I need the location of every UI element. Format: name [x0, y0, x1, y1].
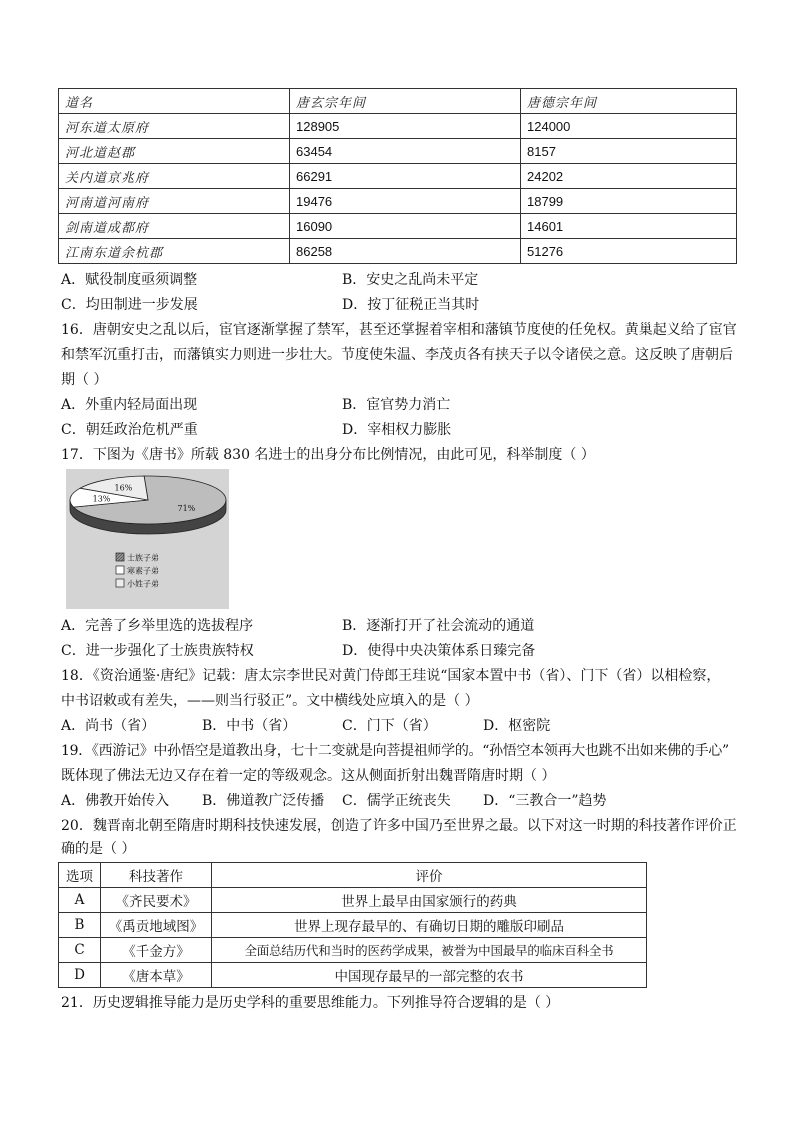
q18-option-b[interactable]: B．中书（省） [202, 718, 297, 734]
table-cell: 《齐民要术》 [101, 888, 212, 913]
q17-option-b[interactable]: B．逐渐打开了社会流动的通道 [342, 618, 535, 634]
table-cell: 世界上最早由国家颁行的药典 [212, 888, 647, 913]
table-row [59, 888, 647, 913]
table-row [59, 913, 647, 938]
table-cell: 河东道太原府 [59, 114, 290, 139]
table-cell: 63454 [290, 139, 521, 164]
table-cell: D [59, 963, 101, 988]
q16-option-b[interactable]: B．宦官势力消亡 [342, 397, 451, 413]
q18-option-d[interactable]: D．枢密院 [483, 718, 551, 734]
table-row [59, 139, 737, 164]
table-cell: 19476 [290, 189, 521, 214]
table-cell: 24202 [521, 164, 737, 189]
legend-label: 小姓子弟 [127, 579, 159, 589]
table-cell: 8157 [521, 139, 737, 164]
table-cell: 《千金方》 [101, 938, 212, 963]
q17-stem: 17．下图为《唐书》所载 830 名进士的出身分布比例情况，由此可见，科举制度（ ） [61, 447, 595, 463]
table-header: 唐德宗年间 [521, 89, 737, 114]
table-header: 选项 [59, 863, 101, 888]
q19-option-a[interactable]: A．佛教开始传入 [61, 793, 170, 809]
table-cell: B [59, 913, 101, 938]
q17-option-d[interactable]: D．使得中央决策体系日臻完备 [342, 643, 536, 659]
table-cell: 51276 [521, 239, 737, 264]
pie-chart [66, 469, 229, 609]
table-cell: 关内道京兆府 [59, 164, 290, 189]
table-cell: 18799 [521, 189, 737, 214]
table-cell: 剑南道成都府 [59, 214, 290, 239]
table-cell: 16090 [290, 214, 521, 239]
q18-option-a[interactable]: A．尚书（省） [61, 718, 156, 734]
table-row [59, 114, 737, 139]
q19-stem-line1: 19．《西游记》中孙悟空是道教出身，七十二变就是向菩提祖师学的。“孙悟空本领再大也跳不出如来佛的手心” [61, 743, 729, 759]
q19-option-c[interactable]: C．儒学正统丧失 [342, 793, 451, 809]
q16-stem-line3: 期（ ） [61, 372, 108, 388]
q20-stem-line2: 确的是（ ） [61, 841, 136, 857]
legend-swatch [116, 553, 124, 561]
table-cell: 128905 [290, 114, 521, 139]
table-cell: 14601 [521, 214, 737, 239]
table-cell: 江南东道余杭郡 [59, 239, 290, 264]
pie-slice-label: 13% [92, 494, 111, 504]
q15-option-c[interactable]: C．均田制进一步发展 [61, 297, 198, 313]
table-row [59, 189, 737, 214]
table-row [59, 938, 647, 963]
table-header: 唐玄宗年间 [290, 89, 521, 114]
table-cell: 河北道赵郡 [59, 139, 290, 164]
table-cell: 66291 [290, 164, 521, 189]
q18-option-c[interactable]: C．门下（省） [342, 718, 437, 734]
table-header: 科技著作 [101, 863, 212, 888]
q17-option-a[interactable]: A．完善了乡举里选的选拔程序 [61, 618, 254, 634]
legend-label: 寒素子弟 [127, 566, 159, 576]
chart-legend [116, 553, 159, 589]
table-cell: 中国现存最早的一部完整的农书 [212, 963, 647, 988]
pie-slice-label: 16% [114, 483, 133, 493]
table-cell: 全面总结历代和当时的医药学成果，被誉为中国最早的临床百科全书 [212, 938, 647, 963]
table-cell: A [59, 888, 101, 913]
table-cell: C [59, 938, 101, 963]
q18-stem-line2: 中书诏敕或有差失，——则当行驳正”。文中横线处应填入的是（ ） [61, 693, 479, 709]
pie-slice-label: 71% [177, 504, 196, 514]
legend-swatch [116, 579, 124, 587]
q21-stem: 21．历史逻辑推导能力是历史学科的重要思维能力。下列推导符合逻辑的是（ ） [61, 995, 560, 1011]
table-header-row [59, 89, 737, 114]
table-cell: 世界上现存最早的、有确切日期的雕版印刷品 [212, 913, 647, 938]
q15-table [58, 88, 737, 264]
q17-option-c[interactable]: C．进一步强化了士族贵族特权 [61, 643, 254, 659]
table-row [59, 963, 647, 988]
legend-swatch [116, 566, 124, 574]
table-header: 道名 [59, 89, 290, 114]
q20-table [58, 862, 647, 988]
q19-option-d[interactable]: D．“三教合一”趋势 [483, 793, 607, 809]
q16-option-d[interactable]: D．宰相权力膨胀 [342, 422, 452, 438]
q20-stem-line1: 20．魏晋南北朝至隋唐时期科技快速发展，创造了许多中国乃至世界之最。以下对这一时期的科技著作评价正 [61, 818, 737, 834]
table-header: 评价 [212, 863, 647, 888]
table-cell: 河南道河南府 [59, 189, 290, 214]
q15-option-b[interactable]: B．安史之乱尚未平定 [342, 272, 479, 288]
table-cell: 《禹贡地域图》 [101, 913, 212, 938]
q16-option-c[interactable]: C．朝廷政治危机严重 [61, 422, 198, 438]
table-row [59, 164, 737, 189]
pie-chart-figure [66, 469, 229, 609]
q15-option-d[interactable]: D．按丁征税正当其时 [342, 297, 480, 313]
q19-stem-line2: 既体现了佛法无边又存在着一定的等级观念。这从侧面折射出魏晋隋唐时期（ ） [61, 768, 556, 784]
q16-stem-line2: 和禁军沉重打击，而藩镇实力则进一步壮大。节度使朱温、李茂贞各有挟天子以令诸侯之意。这反映了唐朝后 [61, 347, 733, 363]
q16-stem-line1: 16．唐朝安史之乱以后，宦官逐渐掌握了禁军，甚至还掌握着宰相和藩镇节度使的任免权。黄巢起义给了宦官 [61, 322, 737, 338]
legend-label: 士族子弟 [127, 553, 159, 563]
table-row [59, 214, 737, 239]
q19-option-b[interactable]: B．佛道教广泛传播 [202, 793, 325, 809]
q18-stem-line1: 18．《资治通鉴·唐纪》记载：唐太宗李世民对黄门侍郎王珪说“国家本置中书（省）、门下（省）以相检察， [61, 668, 721, 684]
table-cell: 86258 [290, 239, 521, 264]
table-cell: 124000 [521, 114, 737, 139]
table-cell: 《唐本草》 [101, 963, 212, 988]
table-row [59, 239, 737, 264]
q15-option-a[interactable]: A．赋役制度亟须调整 [61, 272, 198, 288]
table-header-row [59, 863, 647, 888]
q16-option-a[interactable]: A．外重内轻局面出现 [61, 397, 198, 413]
